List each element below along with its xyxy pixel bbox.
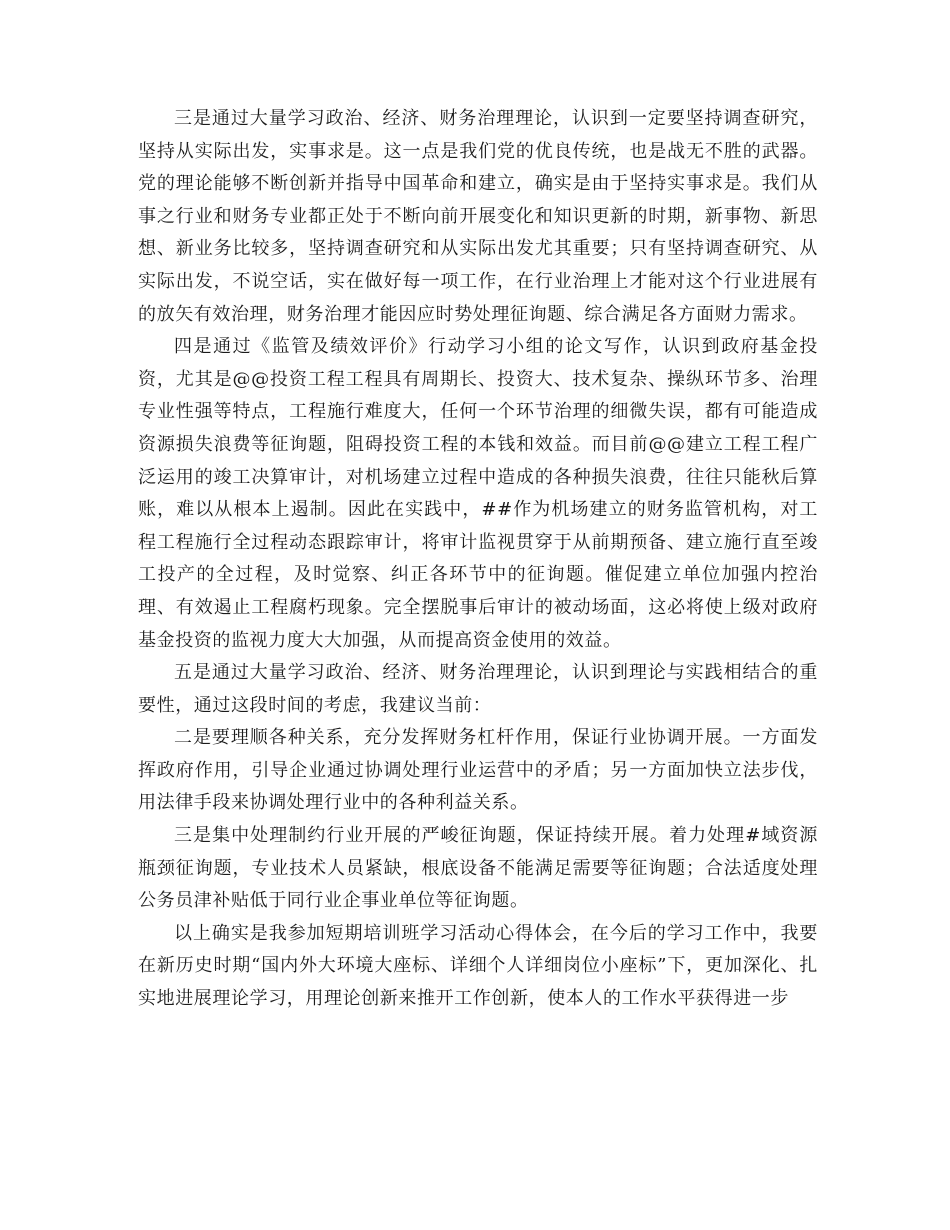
paragraph-5: 五是通过大量学习政治、经济、财务治理理论，认识到理论与实践相结合的重要性，通过这段时间的考虑，我建议当前：: [138, 662, 818, 716]
paragraph-3: 三是通过大量学习政治、经济、财务治理理论，认识到一定要坚持调查研究，坚持从实际出发，实事求是。这一点是我们党的优良传统，也是战无不胜的武器。党的理论能够不断创新并指导中国革命和建立，确实是由于坚持实事求是。我们从事之行业和财务专业都正处于不断向前开展变化和知识更新的时期，新事物、新思想、新业务比较多，坚持调查研究和从实际出发尤其重要；只有坚持调查研究、从实际出发，不说空话，实在做好每一项工作，在行业治理上才能对这个行业进展有的放矢有效治理，财务治理才能因应时势处理征询题、综合满足各方面财力需求。: [138, 108, 818, 325]
paragraph-4: 四是通过《监管及绩效评价》行动学习小组的论文写作，认识到政府基金投资，尤其是@@投资工程工程具有周期长、投资大、技术复杂、操纵环节多、治理专业性强等特点，工程施行难度大，任何一个环节治理的细微失误，都有可能造成资源损失浪费等征询题，阻碍投资工程的本钱和效益。而目前@@建立工程工程广泛运用的竣工决算审计，对机场建立过程中造成的各种损失浪费，往往只能秋后算账，难以从根本上遏制。因此在实践中，##作为机场建立的财务监管机构，对工程工程施行全过程动态跟踪审计，将审计监视贯穿于从前期预备、建立施行直至竣工投产的全过程，及时觉察、纠正各环节中的征询题。催促建立单位加强内控治理、有效遏止工程腐朽现象。完全摆脱事后审计的被动场面，这必将使上级对政府基金投资的监视力度大大加强，从而提高资金使用的效益。: [138, 336, 818, 651]
document-body: [138, 103, 818, 1016]
paragraph-suggestion-3: 三是集中处理制约行业开展的严峻征询题，保证持续开展。着力处理#域资源瓶颈征询题，专业技术人员紧缺，根底设备不能满足需要等征询题；合法适度处理公务员津补贴低于同行业企事业单位等征询题。: [138, 825, 818, 912]
paragraph-conclusion: 以上确实是我参加短期培训班学习活动心得体会，在今后的学习工作中，我要在新历史时期“国内外大环境大座标、详细个人详细岗位小座标”下，更加深化、扎实地进展理论学习，用理论创新来推开工作创新，使本人的工作水平获得进一步: [138, 922, 818, 1010]
paragraph-suggestion-2: 二是要理顺各种关系，充分发挥财务杠杆作用，保证行业协调开展。一方面发挥政府作用，引导企业通过协调处理行业运营中的矛盾；另一方面加快立法步伐，用法律手段来协调处理行业中的各种利益关系。: [138, 727, 818, 814]
